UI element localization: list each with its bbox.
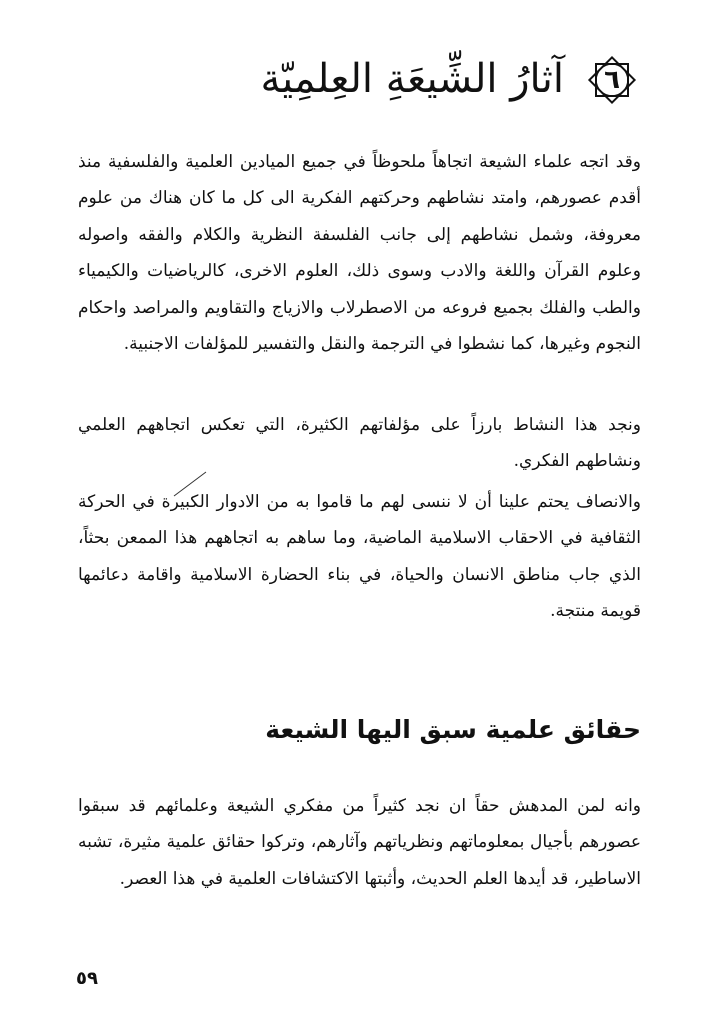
chapter-header	[160, 44, 640, 114]
paragraph-discoveries: وانه لمن المدهش حقاً ان نجد كثيراً من مفكري الشيعة وعلمائهم قد سبقوا عصورهم بأجيال بمعلوماتهم ونظرياتهم وآثارهم، وتركوا حقائق علمية مثيرة، تشبه الاساطير، قد أيدها العلم الحديث، وأثبتها الاكتشافات العلمية في هذا العصر.	[78, 796, 641, 889]
chapter-title: آثارُ الشِّيعَةِ العِلمِيّة	[260, 56, 564, 102]
page-number: ٥٩	[76, 968, 98, 989]
octagram-star-icon	[584, 52, 640, 108]
section-heading: حقائق علمية سبق اليها الشيعة	[265, 715, 641, 744]
paragraph-intro: وقد اتجه علماء الشيعة اتجاهاً ملحوظاً في جميع الميادين العلمية والفلسفية منذ أقدم عصورهم، وامتد نشاطهم وحركتهم الفكرية الى كل ما كان هناك من علوم معروفة، وشمل نشاطهم إلى جانب الفلسفة النظرية والكلام والفقه واصوله وعلوم القرآن واللغة والادب وسوى ذلك، العلوم الاخرى، كالرياضيات والكيمياء والطب والفلك بجميع فروعه من الاصطرلاب والازياج والتقاويم والمراصد واحكام النجوم وغيرها، كما نشطوا في الترجمة والنقل والتفسير للمؤلفات الاجنبية.	[78, 152, 641, 355]
paragraph-writings: ونجد هذا النشاط بارزاً على مؤلفاتهم الكثيرة، التي تعكس اتجاههم العلمي ونشاطهم الفكري.	[78, 415, 641, 472]
paragraph-fairness: والانصاف يحتم علينا أن لا ننسى لهم ما قاموا به من الادوار الكبيرة في الحركة الثقافية في الاحقاب الاسلامية الماضية، وما ساهم به اتجاههم هذا الممعن بحثاً، الذي جاب مناطق الانسان والحياة، في بناء الحضارة الاسلامية واقامة دعائمها قويمة منتجة.	[78, 492, 641, 622]
chapter-number: ٦	[604, 65, 620, 95]
